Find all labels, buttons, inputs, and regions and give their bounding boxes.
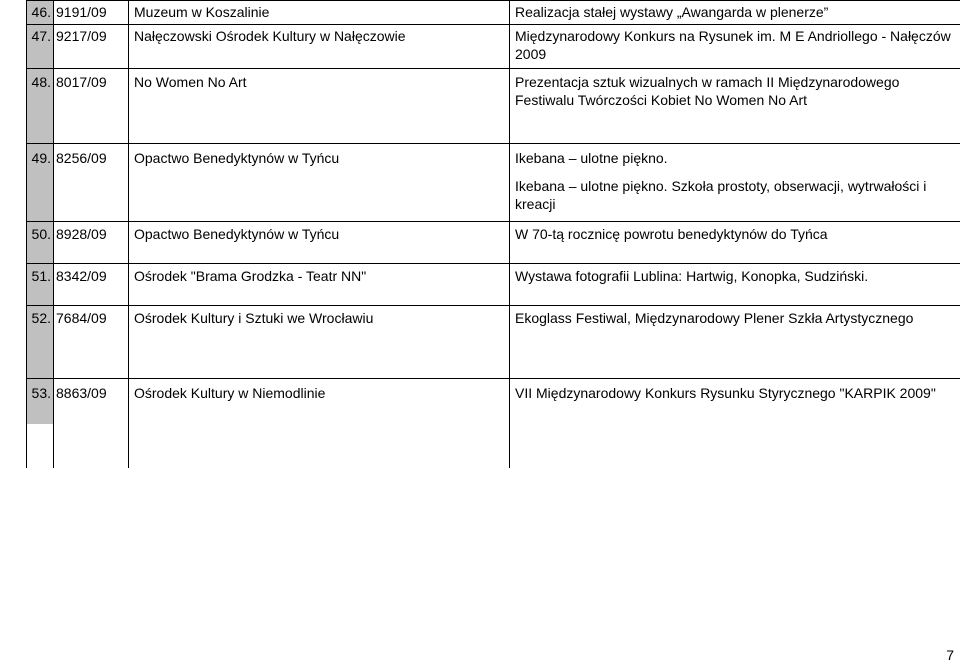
project-title <box>510 25 960 69</box>
project-title <box>510 144 960 222</box>
table-row <box>27 222 960 264</box>
organization-name: No Women No Art <box>129 69 510 144</box>
row-number: 48. <box>27 69 54 144</box>
empty-cell <box>54 424 129 468</box>
case-number: 8017/09 <box>54 69 129 144</box>
table-row <box>27 1 960 25</box>
row-number: 50. <box>27 222 54 264</box>
organization-name: Muzeum w Koszalinie <box>129 1 510 25</box>
empty-cell <box>510 424 960 468</box>
table-row <box>27 25 960 69</box>
case-number: 8863/09 <box>54 379 129 425</box>
organization-name: Ośrodek Kultury w Niemodlinie <box>129 379 510 425</box>
project-title <box>510 379 960 425</box>
project-title <box>510 306 960 379</box>
table-row <box>27 306 960 379</box>
project-title-line: Ekoglass Festiwal, Międzynarodowy Plener Szkła Artystycznego <box>515 310 914 326</box>
project-title-line: VII Międzynarodowy Konkurs Rysunku Styrycznego "KARPIK 2009" <box>515 385 936 401</box>
project-title <box>510 69 960 144</box>
row-number: 47. <box>27 25 54 69</box>
project-title <box>510 222 960 264</box>
table-row-continuation <box>27 424 960 468</box>
case-number: 8928/09 <box>54 222 129 264</box>
case-number: 7684/09 <box>54 306 129 379</box>
row-number: 53. <box>27 379 54 425</box>
organization-name: Opactwo Benedyktynów w Tyńcu <box>129 222 510 264</box>
row-number: 49. <box>27 144 54 222</box>
project-title-line: Wystawa fotografii Lublina: Hartwig, Konopka, Sudziński. <box>515 268 869 284</box>
project-title <box>510 264 960 306</box>
project-title-line: Ikebana – ulotne piękno. <box>515 150 668 166</box>
case-number: 9191/09 <box>54 1 129 25</box>
organization-name: Ośrodek "Brama Grodzka - Teatr NN" <box>129 264 510 306</box>
project-title-line: Międzynarodowy Konkurs na Rysunek im. M E Andriollego - Nałęczów 2009 <box>515 28 951 62</box>
table-row <box>27 264 960 306</box>
grants-table <box>26 0 960 468</box>
row-number: 52. <box>27 306 54 379</box>
project-title <box>510 1 960 25</box>
table-row <box>27 379 960 425</box>
project-title-line: Prezentacja sztuk wizualnych w ramach II Międzynarodowego Festiwalu Twórczości Kobiet No Women No Art <box>515 74 900 108</box>
empty-cell <box>27 424 54 468</box>
project-title-line: W 70-tą rocznicę powrotu benedyktynów do Tyńca <box>515 226 828 242</box>
case-number: 9217/09 <box>54 25 129 69</box>
table-row <box>27 144 960 222</box>
organization-name: Nałęczowski Ośrodek Kultury w Nałęczowie <box>129 25 510 69</box>
project-title-line: Ikebana – ulotne piękno. Szkoła prostoty, obserwacji, wytrwałości i kreacji <box>515 178 927 212</box>
case-number: 8342/09 <box>54 264 129 306</box>
organization-name: Opactwo Benedyktynów w Tyńcu <box>129 144 510 222</box>
empty-cell <box>129 424 510 468</box>
table-row <box>27 69 960 144</box>
project-title-line: Realizacja stałej wystawy „Awangarda w plenerze” <box>515 4 829 20</box>
row-number: 46. <box>27 1 54 25</box>
organization-name: Ośrodek Kultury i Sztuki we Wrocławiu <box>129 306 510 379</box>
case-number: 8256/09 <box>54 144 129 222</box>
page-number: 7 <box>946 647 954 663</box>
row-number: 51. <box>27 264 54 306</box>
